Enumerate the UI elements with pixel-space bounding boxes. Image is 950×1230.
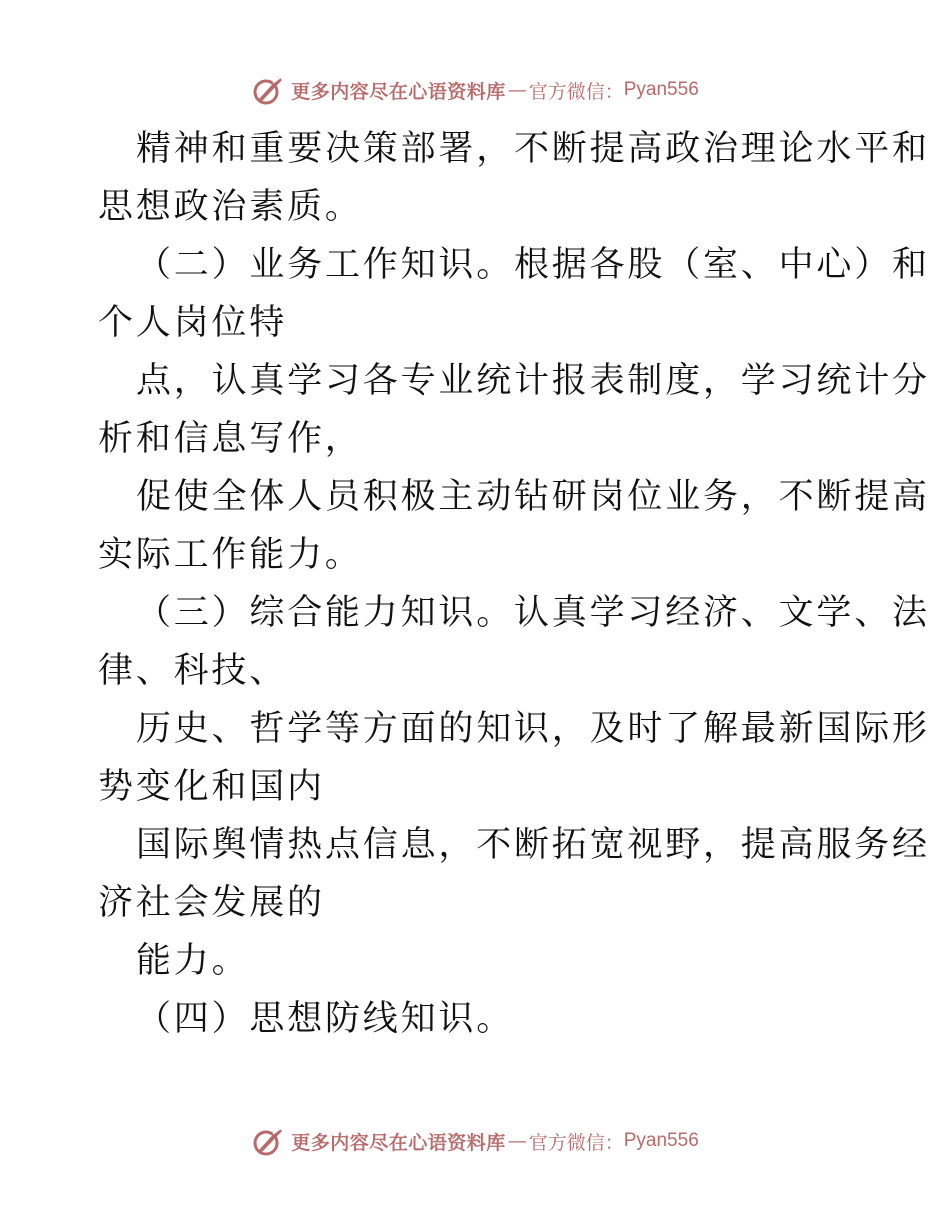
watermark-wechat-id: Pyan556 [623, 1130, 699, 1151]
watermark-text: 更多内容尽在心语资料库 [291, 1131, 506, 1154]
header-watermark [0, 70, 950, 110]
body-line: 国际舆情热点信息，不断拓宽视野，提高服务经 [136, 825, 930, 865]
watermark-wechat-label: 官方微信： [528, 1131, 624, 1154]
watermark-dash: — [507, 1130, 527, 1152]
body-line: 精神和重要决策部署，不断提高政治理论水平和 [136, 129, 930, 169]
body-line: （三）综合能力知识。认真学习经济、文学、法 [136, 593, 930, 633]
watermark-dash: — [507, 79, 527, 101]
body-line: 个人岗位特 [98, 303, 288, 343]
body-line: （四）思想防线知识。 [136, 999, 515, 1039]
body-line: 能力。 [136, 941, 250, 981]
body-line: 析和信息写作， [98, 419, 363, 459]
body-line: 促使全体人员积极主动钻研岗位业务，不断提高 [136, 477, 930, 517]
body-line: 律、科技、 [98, 651, 288, 691]
quill-logo-icon [251, 73, 285, 107]
body-line: 思想政治素质。 [98, 187, 363, 227]
body-line: 实际工作能力。 [98, 535, 363, 575]
watermark-wechat-label: 官方微信： [528, 80, 624, 103]
footer-watermark [0, 1121, 950, 1161]
body-line: 济社会发展的 [98, 883, 325, 923]
body-line: 历史、哲学等方面的知识，及时了解最新国际形 [136, 709, 930, 749]
watermark-wechat-id: Pyan556 [623, 79, 699, 100]
body-line: 势变化和国内 [98, 767, 325, 807]
body-line: 点，认真学习各专业统计报表制度，学习统计分 [136, 361, 930, 401]
watermark-text: 更多内容尽在心语资料库 [291, 80, 506, 103]
quill-logo-icon [251, 1124, 285, 1158]
document-body [98, 120, 930, 1048]
body-line: （二）业务工作知识。根据各股（室、中心）和 [136, 245, 930, 285]
